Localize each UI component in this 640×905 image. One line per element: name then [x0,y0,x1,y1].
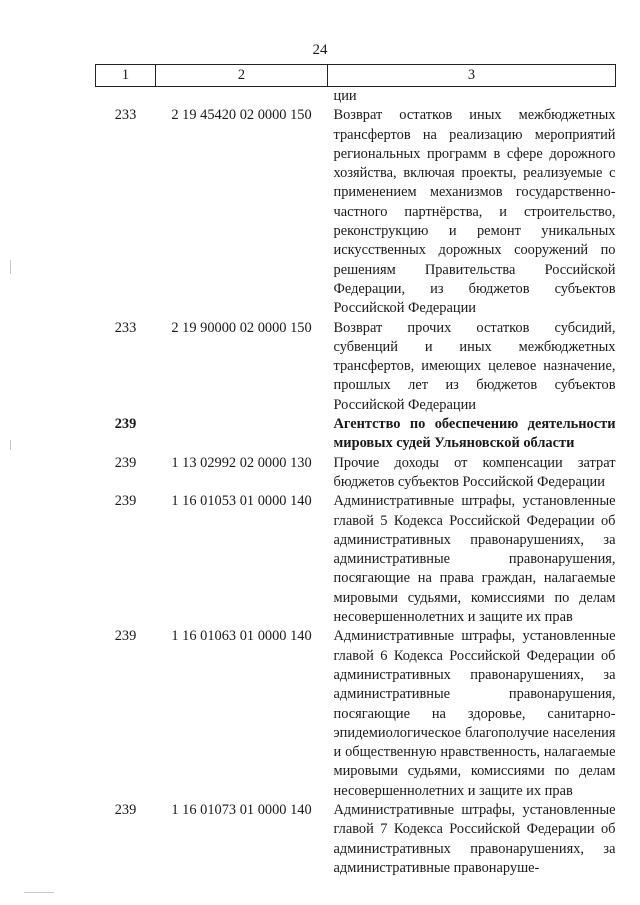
table-row [96,106,616,318]
admin-code: 239 [114,801,137,818]
budget-code: 1 16 01053 01 0000 140 [171,493,312,510]
scan-artifact [24,892,54,893]
revenue-codes-table [95,64,616,878]
page-number: 24 [312,42,328,58]
scan-artifact [10,260,11,274]
admin-code: 239 [114,416,137,433]
revenue-description: Административные штрафы, установленные главой 7 Кодекса Российской Федерации об административных правонарушениях, за административные правонаруше- [333,801,616,876]
scan-artifact [10,440,11,450]
table-row [96,627,616,801]
table-header-row [96,65,616,87]
table-row [96,801,616,878]
admin-code: 233 [114,107,137,124]
continuation-text: ции [333,88,357,104]
continuation-row [96,87,616,107]
table-row [96,492,616,627]
budget-code: 2 19 90000 02 0000 150 [171,319,312,336]
budget-code: 1 13 02992 02 0000 130 [171,454,312,471]
revenue-description: Прочие доходы от компенсации затрат бюджетов субъектов Российской Федерации [333,454,616,490]
budget-code: 1 16 01063 01 0000 140 [171,628,312,645]
agency-heading-row [96,415,616,454]
agency-name: Агентство по обеспечению деятельности мировых судей Ульяновской области [333,416,616,452]
header-col-1: 1 [96,65,156,87]
budget-code: 1 16 01073 01 0000 140 [171,801,312,818]
revenue-description: Административные штрафы, установленные главой 5 Кодекса Российской Федерации об административных правонарушениях, за административные правонарушения, посягающие на права граждан, налагаемые мировыми судьями, комиссиями по делам несовершеннолетних и защите их прав [333,493,616,626]
table-row [96,319,616,415]
admin-code: 239 [114,628,137,645]
revenue-description: Административные штрафы, установленные главой 6 Кодекса Российской Федерации об административных правонарушениях, за административные правонарушения, посягающие на здоровье, санитарно-эпидемиологическое благополучие населения и общественную нравственность, налагаемые мировыми судьями, комиссиями по делам несовершеннолетних и защите их прав [333,628,616,799]
budget-code: 2 19 45420 02 0000 150 [171,107,312,124]
revenue-description: Возврат прочих остатков субсидий, субвенций и иных межбюджетных трансфертов, имеющих целевое назначение, прошлых лет из бюджетов субъектов Российской Федерации [333,319,616,413]
admin-code: 239 [114,493,137,510]
table-row [96,454,616,493]
admin-code: 233 [114,319,137,336]
header-col-3: 3 [328,65,616,87]
budget-code [156,415,328,454]
revenue-description: Возврат остатков иных межбюджетных трансфертов на реализацию мероприятий региональных программ в сфере дорожного хозяйства, включая проекты, реализуемые с применением механизмов государственно-частного партнёрства, и строительство, реконструкцию и ремонт уникальных искусственных дорожных сооружений по решениям Правительства Российской Федерации, из бюджетов субъектов Российской Федерации [333,107,616,317]
header-col-2: 2 [156,65,328,87]
admin-code: 239 [114,454,137,471]
